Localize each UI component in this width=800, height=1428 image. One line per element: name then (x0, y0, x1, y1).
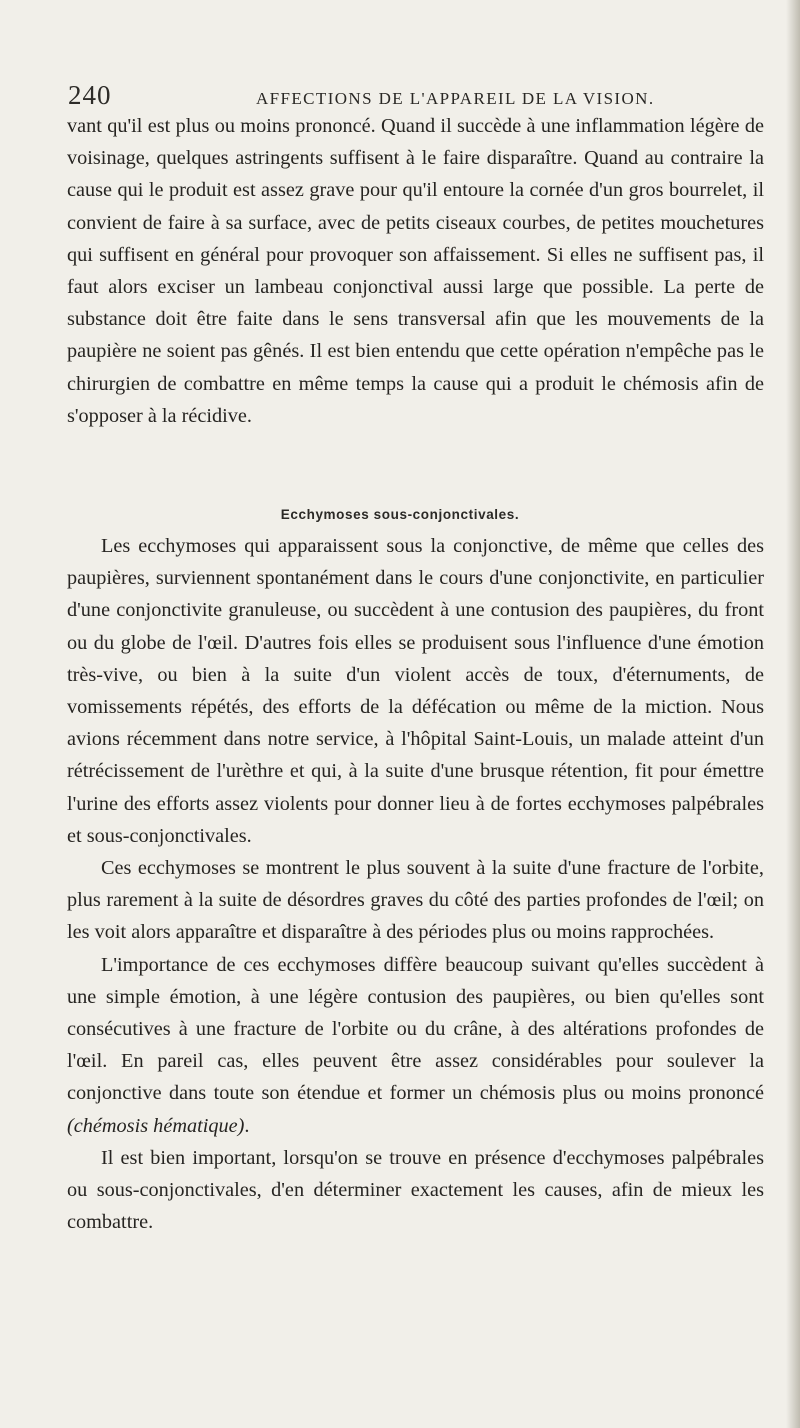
paragraph-ecchymoses-importance (67, 949, 764, 1142)
paragraph-chemosis-treatment: vant qu'il est plus ou moins prononcé. Quand il succède à une inflammation légère de voisinage, quelques astringents suffisent à le faire disparaître. Quand au contraire la cause qui le produit est assez grave pour qu'il entoure la cornée d'un gros bourrelet, il convient de faire à sa surface, avec de petits ciseaux courbes, de petites mouchetures qui suffisent en général pour provoquer son affaissement. Si elles ne suffisent pas, il faut alors exciser un lambeau conjonctival aussi large que possible. La perte de substance doit être faite dans le sens transversal afin que les mouvements de la paupière ne soient pas gênés. Il est bien entendu que cette opération n'empêche pas le chirurgien de combattre en même temps la cause qui a produit le chémosis afin de s'opposer à la récidive. (67, 115, 764, 427)
page-number: 240 (68, 80, 112, 110)
section-body (67, 530, 764, 1238)
importance-end: . (244, 1114, 250, 1137)
continuation-text (67, 110, 764, 432)
importance-text: L'importance de ces ecchymoses diffère beaucoup suivant qu'elles succèdent à une simple émotion, à une légère contusion des paupières, ou bien qu'elles sont consécutives à une fracture de l'orbite ou du crâne, à des altérations profondes de l'œil. En pareil cas, elles peuvent être assez considérables pour soulever la conjonctive dans toute son étendue et former un chémosis plus ou moins prononcé (67, 953, 764, 1105)
paragraph-ecchymoses-diagnosis: Il est bien important, lorsqu'on se trouve en présence d'ecchymoses palpébrales ou sous-conjonctivales, d'en déterminer exactement les causes, afin de mieux les combattre. (67, 1146, 764, 1234)
section-heading: Ecchymoses sous-conjonctivales. (280, 507, 520, 522)
page-edge-shadow (786, 0, 800, 1428)
paragraph-ecchymoses-causes: Les ecchymoses qui apparaissent sous la conjonctive, de même que celles des paupières, surviennent spontanément dans le cours d'une conjonctivite, en particulier d'une conjonctivite granuleuse, ou succèdent à une contusion des paupières, du front ou du globe de l'œil. D'autres fois elles se produisent sous l'influence d'une émotion très-vive, ou bien à la suite d'un violent accès de toux, d'éternuments, de vomissements répétés, des efforts de la défécation ou même de la miction. Nous avions récemment dans notre service, à l'hôpital Saint-Louis, un malade atteint d'un rétrécissement de l'urèthre et qui, à la suite d'une brusque rétention, fit pour émettre l'urine des efforts assez violents pour donner lieu à de fortes ecchymoses palpébrales et sous-conjonctivales. (67, 535, 764, 847)
page-header (0, 80, 800, 110)
italic-term: (chémosis hématique) (67, 1114, 245, 1137)
running-title: AFFECTIONS DE L'APPAREIL DE LA VISION. (256, 89, 655, 108)
paragraph-ecchymoses-fracture: Ces ecchymoses se montrent le plus souvent à la suite d'une fracture de l'orbite, plus rarement à la suite de désordres graves du côté des parties profondes de l'œil; on les voit alors apparaître et disparaître à des périodes plus ou moins rapprochées. (67, 857, 764, 944)
